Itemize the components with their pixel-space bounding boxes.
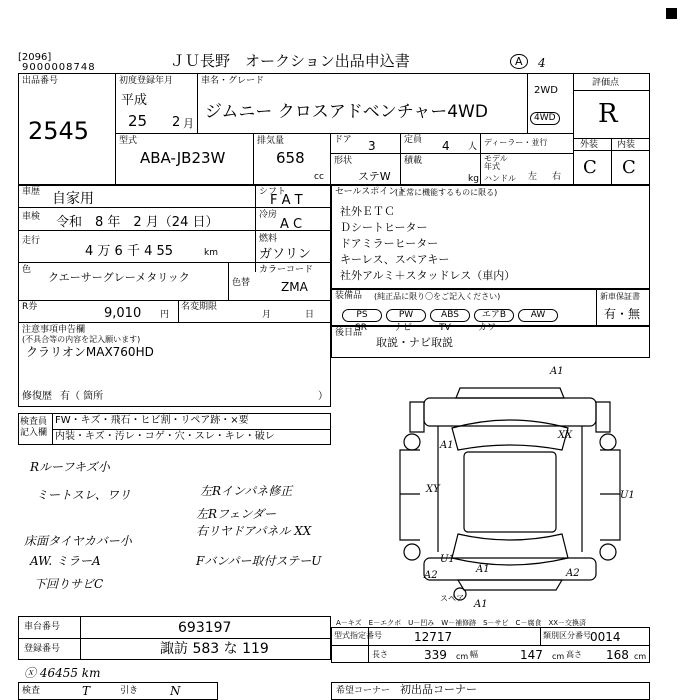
name-change-month: 月 (262, 310, 272, 320)
shape-value: ステW (358, 170, 391, 183)
recycle-label: R券 (22, 302, 38, 312)
cautions-note: (不具合等の内容を記入願います) (22, 335, 141, 344)
fw-row: FW・キズ・飛石・ヒビ割・リペア跡・×要 (55, 415, 249, 426)
equipment-item: エアB (474, 309, 514, 322)
handwritten-note: 左Rインパネ修正 (200, 484, 293, 498)
new-warranty-value: 有・無 (604, 307, 641, 321)
recycle-value: 9,010 (104, 306, 142, 321)
rating-label: 評価点 (592, 78, 620, 88)
damage-mark: XY (426, 484, 440, 495)
model-year-label: モデル年式 (484, 154, 508, 171)
car-name-label: 車名・グレード (201, 76, 265, 86)
damage-legend: A－キズ E－エクボ U－凹み W－補修跡 S－サビ C－腐食 XX－交換済 (336, 619, 587, 627)
sales-points-label: セールスポイント (335, 187, 407, 197)
capacity-value: 4 (442, 139, 450, 153)
length-label: 長さ (372, 650, 388, 659)
interior-value: C (622, 157, 636, 178)
shape-label: 形状 (334, 156, 353, 166)
equipment-item: TV (439, 323, 451, 333)
damage-mark: XX (558, 430, 573, 441)
sales-point-item: 社外ＥＴＣ (340, 205, 395, 218)
class-no-value: 0014 (590, 630, 621, 644)
check-frame (18, 682, 218, 700)
km-unit: km (204, 248, 218, 258)
square-mark (666, 8, 677, 19)
inspection-value: 令和 8 年 2 月（24 日） (56, 215, 219, 230)
shift-label: シフト (259, 187, 287, 197)
auction-mark-hand: 4 (538, 56, 546, 70)
pull-label: 引き (120, 686, 139, 696)
first-reg-label: 初度登録年月 (119, 76, 174, 86)
auction-mark: A (510, 54, 528, 69)
handwritten-note: 下回りサビC (34, 577, 104, 591)
damage-mark: A2 (424, 570, 438, 581)
displacement-label: 排気量 (257, 136, 285, 146)
first-corner-label: 初出品コーナー (400, 683, 477, 696)
damage-mark: U1 (440, 554, 455, 565)
shift-value: F A T (270, 193, 303, 208)
damage-mark: A2 (566, 568, 580, 579)
repair-close: ） (318, 391, 328, 402)
first-reg-month-unit: 月 (183, 117, 194, 130)
cooler-value: A C (280, 217, 303, 232)
check-value: T (82, 684, 91, 698)
form-number: 9000008748 (22, 62, 96, 73)
capacity-unit: 人 (468, 142, 478, 152)
form-code: [2096] (18, 52, 52, 63)
doors-label: ドア (334, 135, 352, 145)
dealer-label: ディーラー・並行 (484, 138, 548, 147)
damage-mark: A1 (476, 564, 490, 575)
damage-mark: A1 (550, 366, 564, 377)
rear-item: 取説・ナビ取説 (376, 336, 453, 349)
cooler-label: 冷房 (259, 210, 278, 220)
handwritten-note: 床面タイヤカバー小 (24, 534, 132, 548)
mileage-value: 4 万 6 千 4 55 (85, 244, 174, 259)
width-label: 幅 (470, 650, 478, 659)
pull-value: N (170, 684, 181, 698)
equipment-item: ABS (430, 309, 470, 322)
load-label: 積載 (404, 156, 423, 166)
car-name: ジムニー クロスアドベンチャー4WD (205, 102, 488, 122)
spare-label: スペア (440, 594, 464, 603)
handwritten-note: Rルーフキズ小 (30, 460, 110, 474)
handle-right: 右 (552, 172, 562, 182)
handwritten-note: Fバンパー取付ステーU (196, 554, 322, 568)
interior-row: 内装・キズ・汚レ・コゲ・穴・スレ・キレ・破レ (55, 431, 275, 442)
exterior-label: 外装 (580, 140, 599, 150)
width-unit: cm (552, 652, 565, 661)
inspector-label: 検査員記入欄 (20, 417, 48, 438)
repair-label: 修復歴 (22, 391, 52, 402)
doors-value: 3 (368, 139, 376, 153)
equipment-item: ナビ (393, 323, 412, 333)
mileage-label: 走行 (22, 236, 41, 246)
reg-no-label: 車台番号 (24, 622, 61, 632)
length-unit: cm (456, 652, 469, 661)
check-label: 検査 (22, 686, 41, 696)
drive-4wd: 4WD (530, 112, 560, 125)
cc-unit: cc (314, 172, 324, 182)
equipment-item: SR (355, 323, 367, 333)
handwritten-note: ミートスレ、ワリ (36, 488, 131, 502)
first-reg-year: 25 (128, 112, 148, 130)
car-diagram (380, 362, 640, 612)
caution-item: クラリオンMAX760HD (26, 345, 154, 359)
model-class-value: 12717 (414, 630, 453, 644)
color-value: クエーサーグレーメタリック (48, 271, 190, 284)
height-unit: cm (634, 652, 647, 661)
width-value: 147 (520, 648, 543, 662)
sales-point-item: Ｄシートヒーター (340, 221, 428, 234)
odometer-note: ⓧ 46455 km (24, 666, 101, 680)
history-label: 車歴 (22, 187, 41, 197)
height-value: 168 (606, 648, 629, 662)
sales-point-item: ドアミラーヒーター (340, 237, 439, 250)
fuel-value: ガソリン (259, 247, 312, 262)
sales-points-list (340, 204, 515, 284)
handle-left: 左 (528, 172, 538, 182)
equipment-item: カワ (477, 323, 496, 333)
color-swap-label: 色替 (232, 278, 251, 288)
sales-points-note: (正常に機能するものに限る) (395, 188, 498, 197)
lot-no-label: 出品番号 (22, 76, 59, 86)
capacity-label: 定員 (404, 135, 423, 145)
handwritten-note: AW. ミラーA (30, 554, 101, 568)
color-code-value: ZMA (281, 280, 308, 294)
damage-mark: U1 (620, 490, 635, 501)
yen-unit: 円 (160, 310, 170, 320)
repair-value: 有（ 箇所 (60, 391, 104, 402)
kg-unit: kg (468, 174, 479, 184)
exterior-value: C (583, 157, 597, 178)
equipment-item: PS (342, 309, 382, 322)
rating-value: R (598, 99, 618, 129)
equipment-item: AW (518, 309, 558, 322)
color-code-label: カラーコード (259, 265, 314, 275)
equipment-item: PW (386, 309, 426, 322)
handwritten-note: 左Rフェンダー (196, 507, 276, 521)
damage-mark: A1 (440, 440, 454, 451)
model-label: 型式 (119, 136, 138, 146)
rear-label: 後日品 (335, 328, 363, 338)
reg-no-value: 693197 (178, 620, 232, 636)
handwritten-note: 右リヤドアパネル XX (196, 524, 312, 538)
plate-no-label: 登録番号 (24, 644, 61, 654)
equipment-note: (純正品に限り〇をご記入ください) (374, 292, 501, 301)
form-title: ＪＵ長野 オークション出品申込書 (170, 52, 410, 70)
name-change-day: 日 (305, 310, 315, 320)
interior-label: 内装 (617, 140, 636, 150)
length-value: 339 (424, 648, 447, 662)
color-label: 色 (22, 265, 32, 275)
sales-point-item: キーレス、スペアキー (340, 253, 450, 266)
damage-mark: A1 (474, 599, 488, 610)
inspection-label: 車検 (22, 212, 41, 222)
model-value: ABA-JB23W (140, 149, 226, 167)
history-value: 自家用 (52, 191, 94, 207)
displacement-value: 658 (276, 149, 305, 167)
handle-label: ハンドル (484, 174, 516, 183)
equipment-label: 装備品 (335, 291, 363, 301)
lot-no: 2545 (28, 117, 90, 145)
cautions-label: 注意事項申告欄 (22, 325, 86, 335)
new-warranty-label: 新車保証書 (600, 292, 640, 301)
height-label: 高さ (566, 650, 582, 659)
model-class-label: 型式指定番号 (334, 631, 382, 640)
fuel-label: 燃料 (259, 234, 278, 244)
class-no-label: 類別区分番号 (543, 631, 591, 640)
plate-no-value: 諏訪 583 な 119 (160, 641, 269, 657)
hope-corner-label: 希望コーナー (336, 686, 391, 696)
sales-point-item: 社外アルミ＋スタッドレス（車内） (340, 269, 516, 282)
first-reg-era: 平成 (121, 93, 148, 108)
first-reg-month: 2 (172, 115, 181, 130)
drive-2wd: 2WD (534, 85, 558, 96)
name-change-label: 名変期限 (181, 302, 218, 312)
